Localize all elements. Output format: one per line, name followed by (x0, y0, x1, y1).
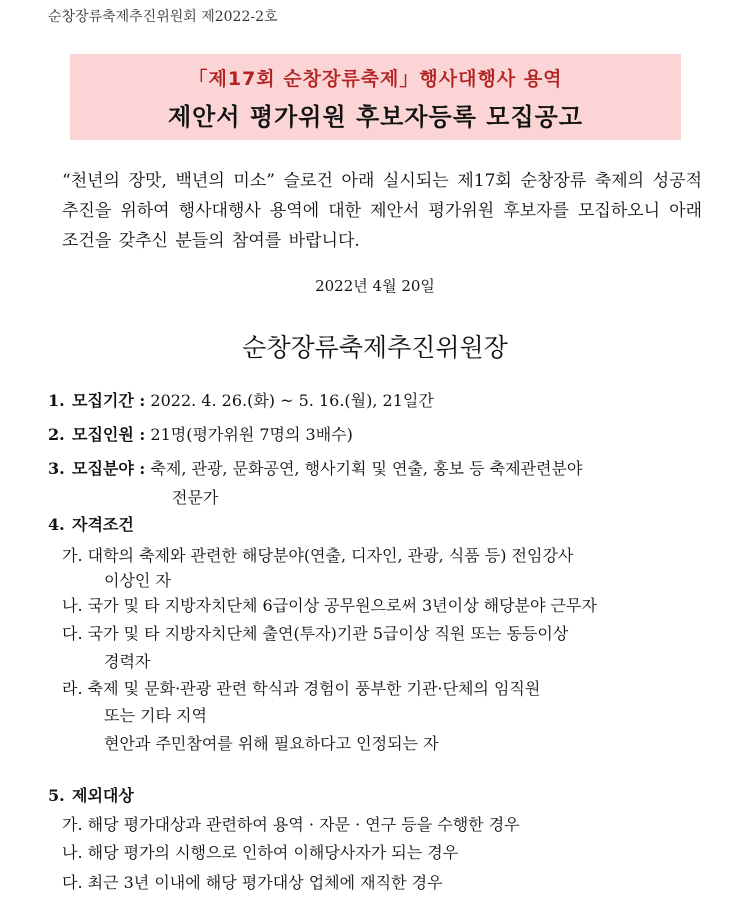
section-label: 자격조건 (72, 515, 134, 534)
qualification-item-c: 다. 국가 및 타 지방자치단체 출연(투자)기관 5급이상 직원 또는 동등이상 (62, 624, 569, 643)
section-recruit-field (48, 454, 582, 484)
qualification-item-d-continued-1: 또는 기타 지역 (104, 706, 207, 725)
qualification-item-a: 가. 대학의 축제와 관련한 해당분야(연출, 디자인, 관광, 식품 등) 전임강사 (62, 546, 574, 565)
exclusion-item-b: 나. 해당 평가의 시행으로 인하여 이해당사자가 되는 경우 (62, 843, 459, 862)
qualification-item-c-continued: 경력자 (104, 652, 151, 671)
section-text-continued: 전문가 (172, 488, 219, 507)
section-label: 모집기간 : (72, 391, 146, 410)
section-recruit-period (48, 386, 434, 416)
section-label: 모집분야 : (72, 459, 146, 478)
exclusion-item-a: 가. 해당 평가대상과 관련하여 용역 · 자문 · 연구 등을 수행한 경우 (62, 815, 520, 834)
title-line-1: 「제17회 순창장류축제」행사대행사 용역 (188, 68, 563, 90)
exclusion-item-c: 다. 최근 3년 이내에 해당 평가대상 업체에 재직한 경우 (62, 873, 443, 892)
section-number: 3. (48, 459, 65, 478)
section-label: 모집인원 : (72, 425, 146, 444)
document-number: 순창장류축제추진위원회 제2022-2호 (48, 9, 278, 25)
qualification-item-d: 라. 축제 및 문화·관광 관련 학식과 경험이 풍부한 기관·단체의 임직원 (62, 679, 541, 698)
section-number: 1. (48, 391, 65, 410)
section-label: 제외대상 (72, 786, 134, 805)
section-number: 2. (48, 425, 65, 444)
title-line-2: 제안서 평가위원 후보자등록 모집공고 (167, 103, 583, 131)
intro-paragraph: “천년의 장맛, 백년의 미소” 슬로건 아래 실시되는 제17회 순창장류 축제의 성공적 추진을 위하여 행사대행사 용역에 대한 제안서 평가위원 후보자를 모집하오니 아래 조건을 갖추신 분들의 참여를 바랍니다. (62, 171, 702, 251)
section-recruit-count (48, 420, 353, 450)
qualification-item-b: 나. 국가 및 타 지방자치단체 6급이상 공무원으로써 3년이상 해당분야 근무자 (62, 596, 597, 615)
section-text: 2022. 4. 26.(화) ~ 5. 16.(월), 21일간 (150, 391, 434, 410)
title-banner (70, 54, 681, 140)
section-number: 4. (48, 515, 65, 534)
announcement-date: 2022년 4월 20일 (315, 277, 435, 295)
section-text: 축제, 관광, 문화공연, 행사기획 및 연출, 홍보 등 축제관련분야 (150, 459, 583, 478)
section-qualifications (48, 510, 134, 540)
section-exclusions (48, 781, 134, 811)
section-number: 5. (48, 786, 65, 805)
qualification-item-a-continued: 이상인 자 (104, 571, 171, 590)
issuer-name: 순창장류축제추진위원장 (242, 333, 508, 362)
section-text: 21명(평가위원 7명의 3배수) (150, 425, 353, 444)
qualification-item-d-continued-2: 현안과 주민참여를 위해 필요하다고 인정되는 자 (104, 734, 439, 753)
